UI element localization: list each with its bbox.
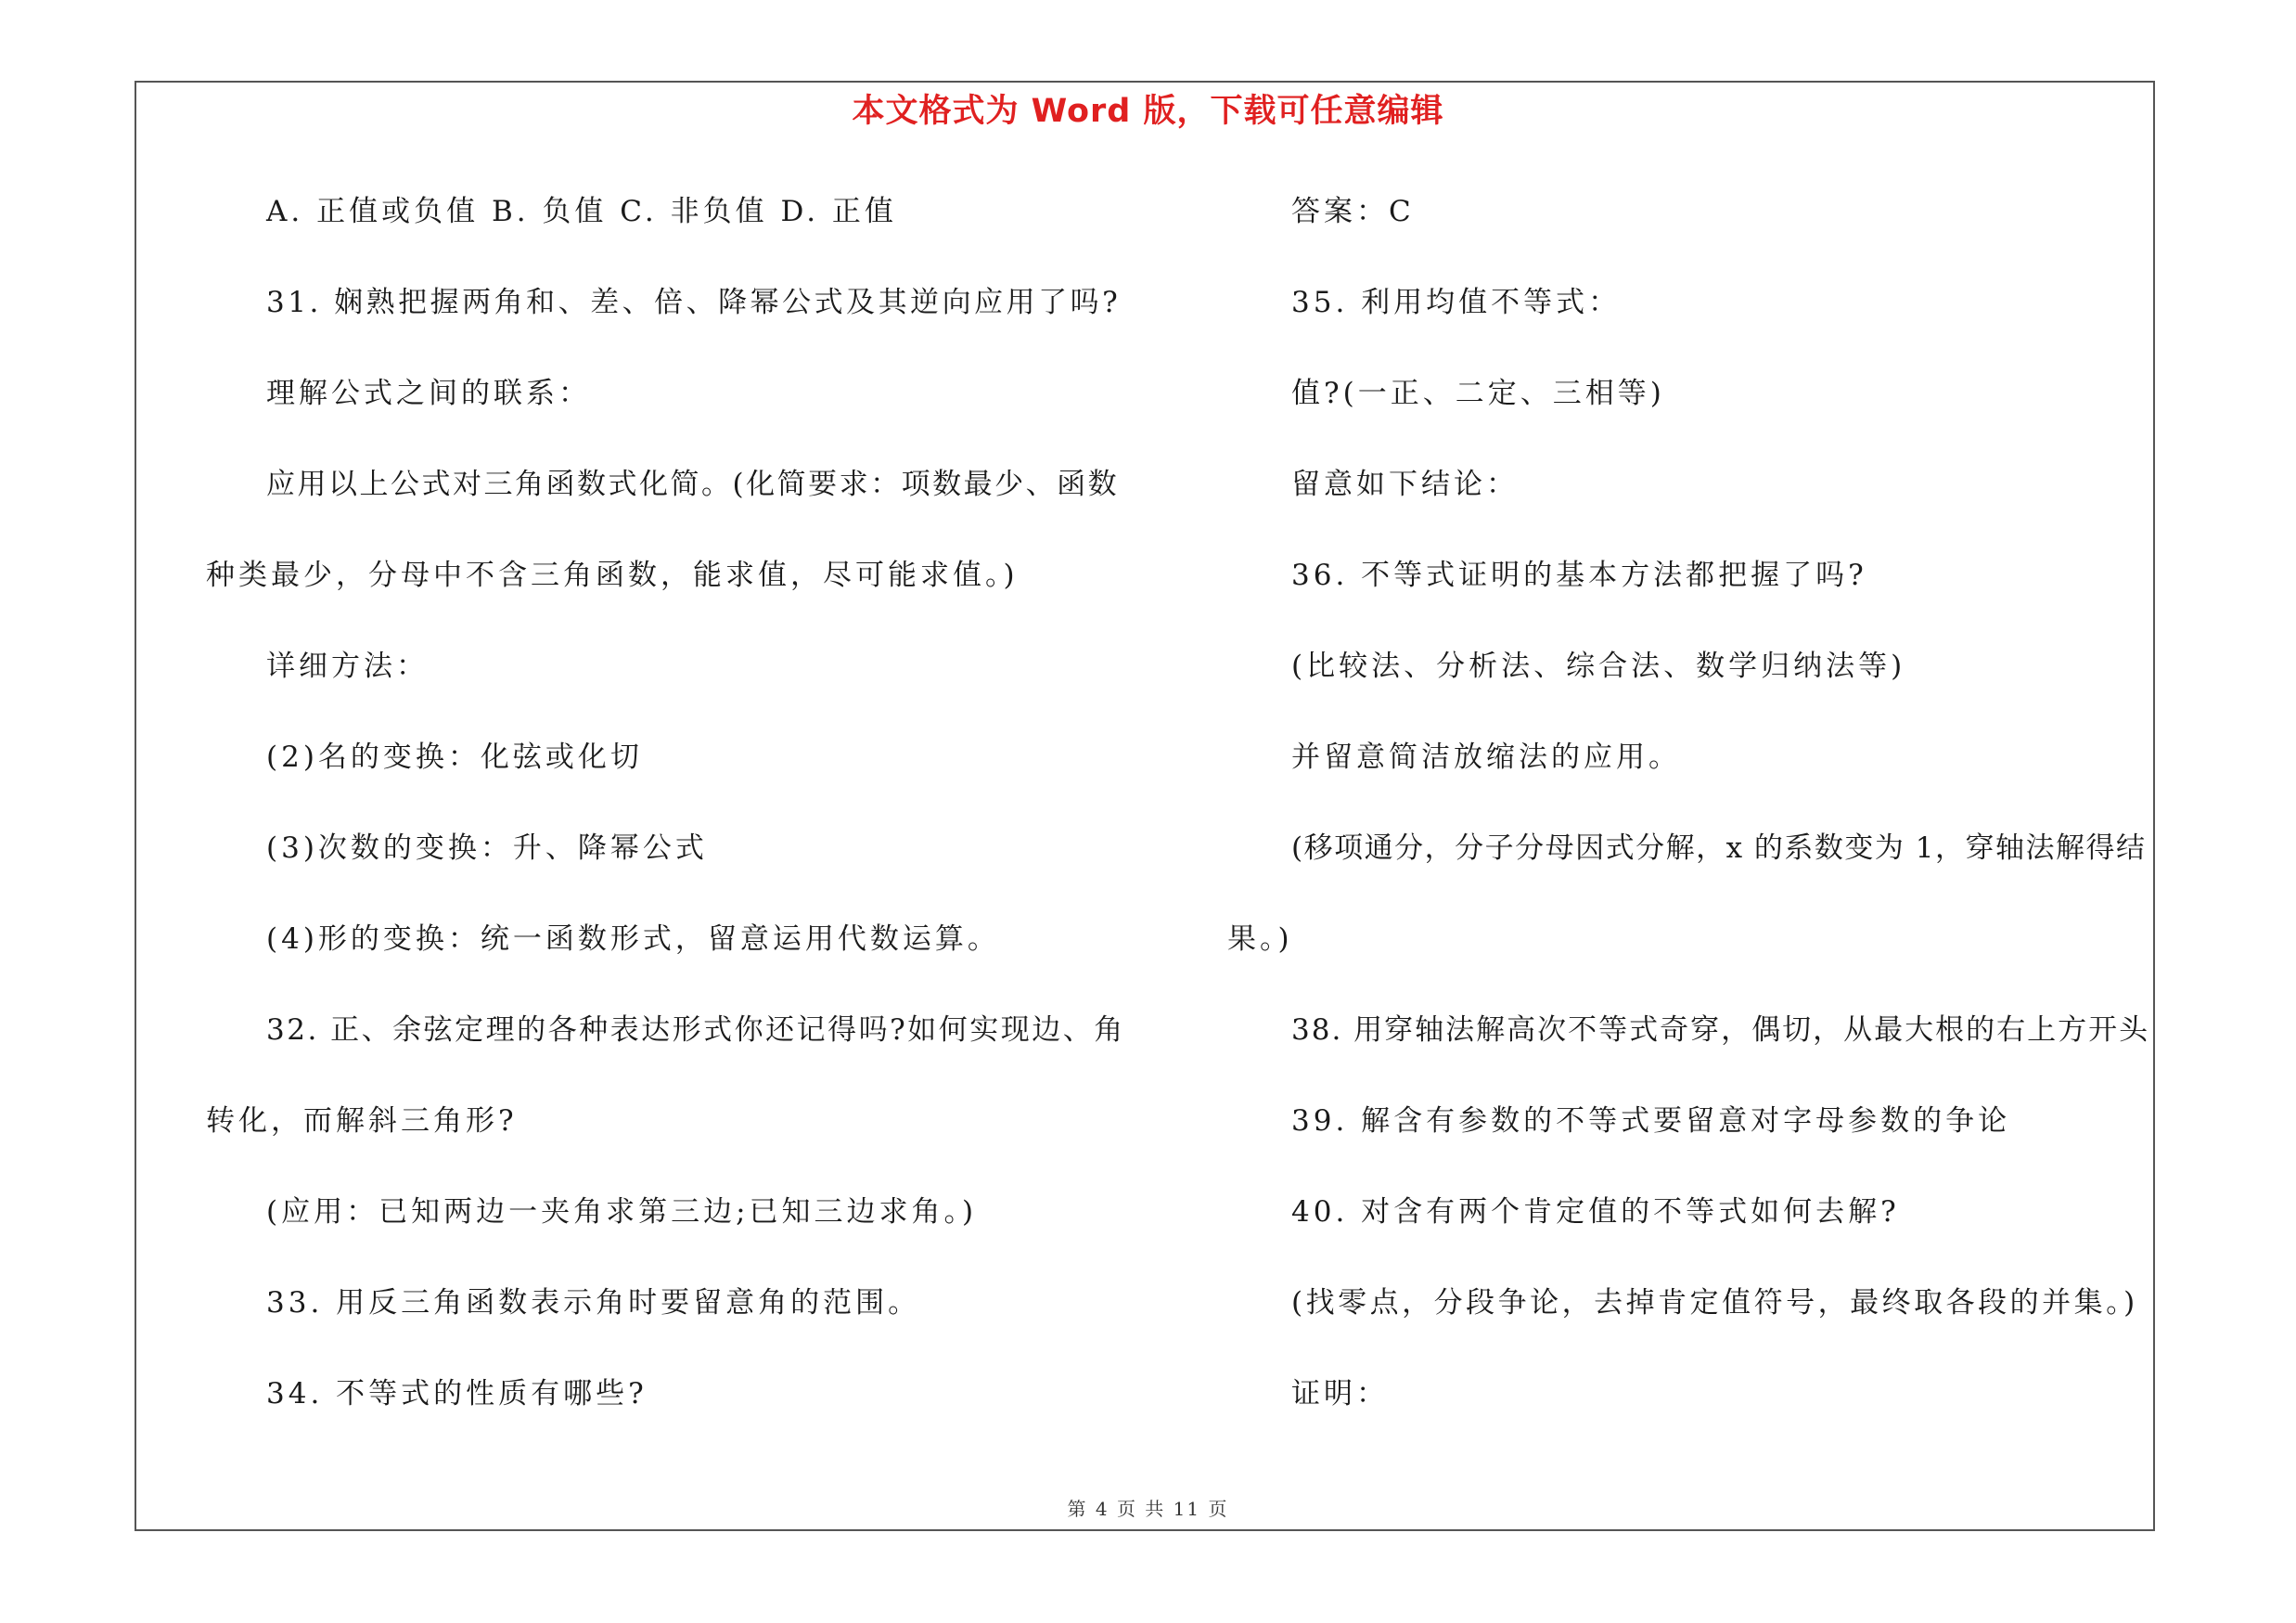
page-number-footer: 第 4 页 共 11 页 [1067, 1498, 1229, 1520]
left-line-13: 33. 用反三角函数表示角时要留意角的范围。 [266, 1286, 921, 1320]
header-banner: 本文格式为 Word 版，下载可任意编辑 [852, 93, 1444, 130]
right-line-9: 果。) [1227, 922, 1293, 956]
left-line-9: (4)形的变换：统一函数形式，留意运用代数运算。 [266, 922, 1000, 956]
left-line-7: (2)名的变换：化弦或化切 [266, 741, 643, 774]
left-line-1: A. 正值或负值 B. 负值 C. 非负值 D. 正值 [266, 195, 897, 228]
left-line-2: 31. 娴熟把握两角和、差、倍、降幂公式及其逆向应用了吗? [266, 286, 1122, 319]
left-line-12: (应用：已知两边一夹角求第三边;已知三边求角。) [266, 1195, 978, 1229]
left-line-5: 种类最少，分母中不含三角函数，能求值，尽可能求值。) [206, 559, 1019, 592]
left-line-3: 理解公式之间的联系： [266, 377, 591, 410]
left-line-14: 34. 不等式的性质有哪些? [266, 1377, 648, 1410]
left-line-4: 应用以上公式对三角函数式化简。(化简要求：项数最少、函数 [266, 468, 1120, 501]
right-line-6: (比较法、分析法、综合法、数学归纳法等) [1291, 650, 1906, 683]
left-line-10: 32. 正、余弦定理的各种表达形式你还记得吗?如何实现边、角 [266, 1013, 1125, 1047]
left-line-6: 详细方法： [266, 650, 429, 683]
right-line-11: 39. 解含有参数的不等式要留意对字母参数的争论 [1291, 1104, 2011, 1138]
right-line-2: 35. 利用均值不等式： [1291, 286, 1622, 319]
left-line-11: 转化，而解斜三角形? [206, 1104, 518, 1138]
right-line-14: 证明： [1291, 1377, 1389, 1410]
left-line-8: (3)次数的变换：升、降幂公式 [266, 831, 708, 865]
right-line-10: 38. 用穿轴法解高次不等式奇穿，偶切，从最大根的右上方开头 [1291, 1013, 2150, 1047]
right-line-5: 36. 不等式证明的基本方法都把握了吗? [1291, 559, 1867, 592]
right-line-3: 值?(一正、二定、三相等) [1291, 377, 1665, 410]
right-line-7: 并留意简洁放缩法的应用。 [1291, 741, 1681, 774]
right-line-4: 留意如下结论： [1291, 468, 1519, 501]
right-line-12: 40. 对含有两个肯定值的不等式如何去解? [1291, 1195, 1900, 1229]
right-line-8: (移项通分，分子分母因式分解，x 的系数变为 1，穿轴法解得结 [1291, 831, 2147, 865]
right-line-13: (找零点，分段争论，去掉肯定值符号，最终取各段的并集。) [1291, 1286, 2138, 1320]
right-line-1: 答案：C [1291, 195, 1415, 228]
